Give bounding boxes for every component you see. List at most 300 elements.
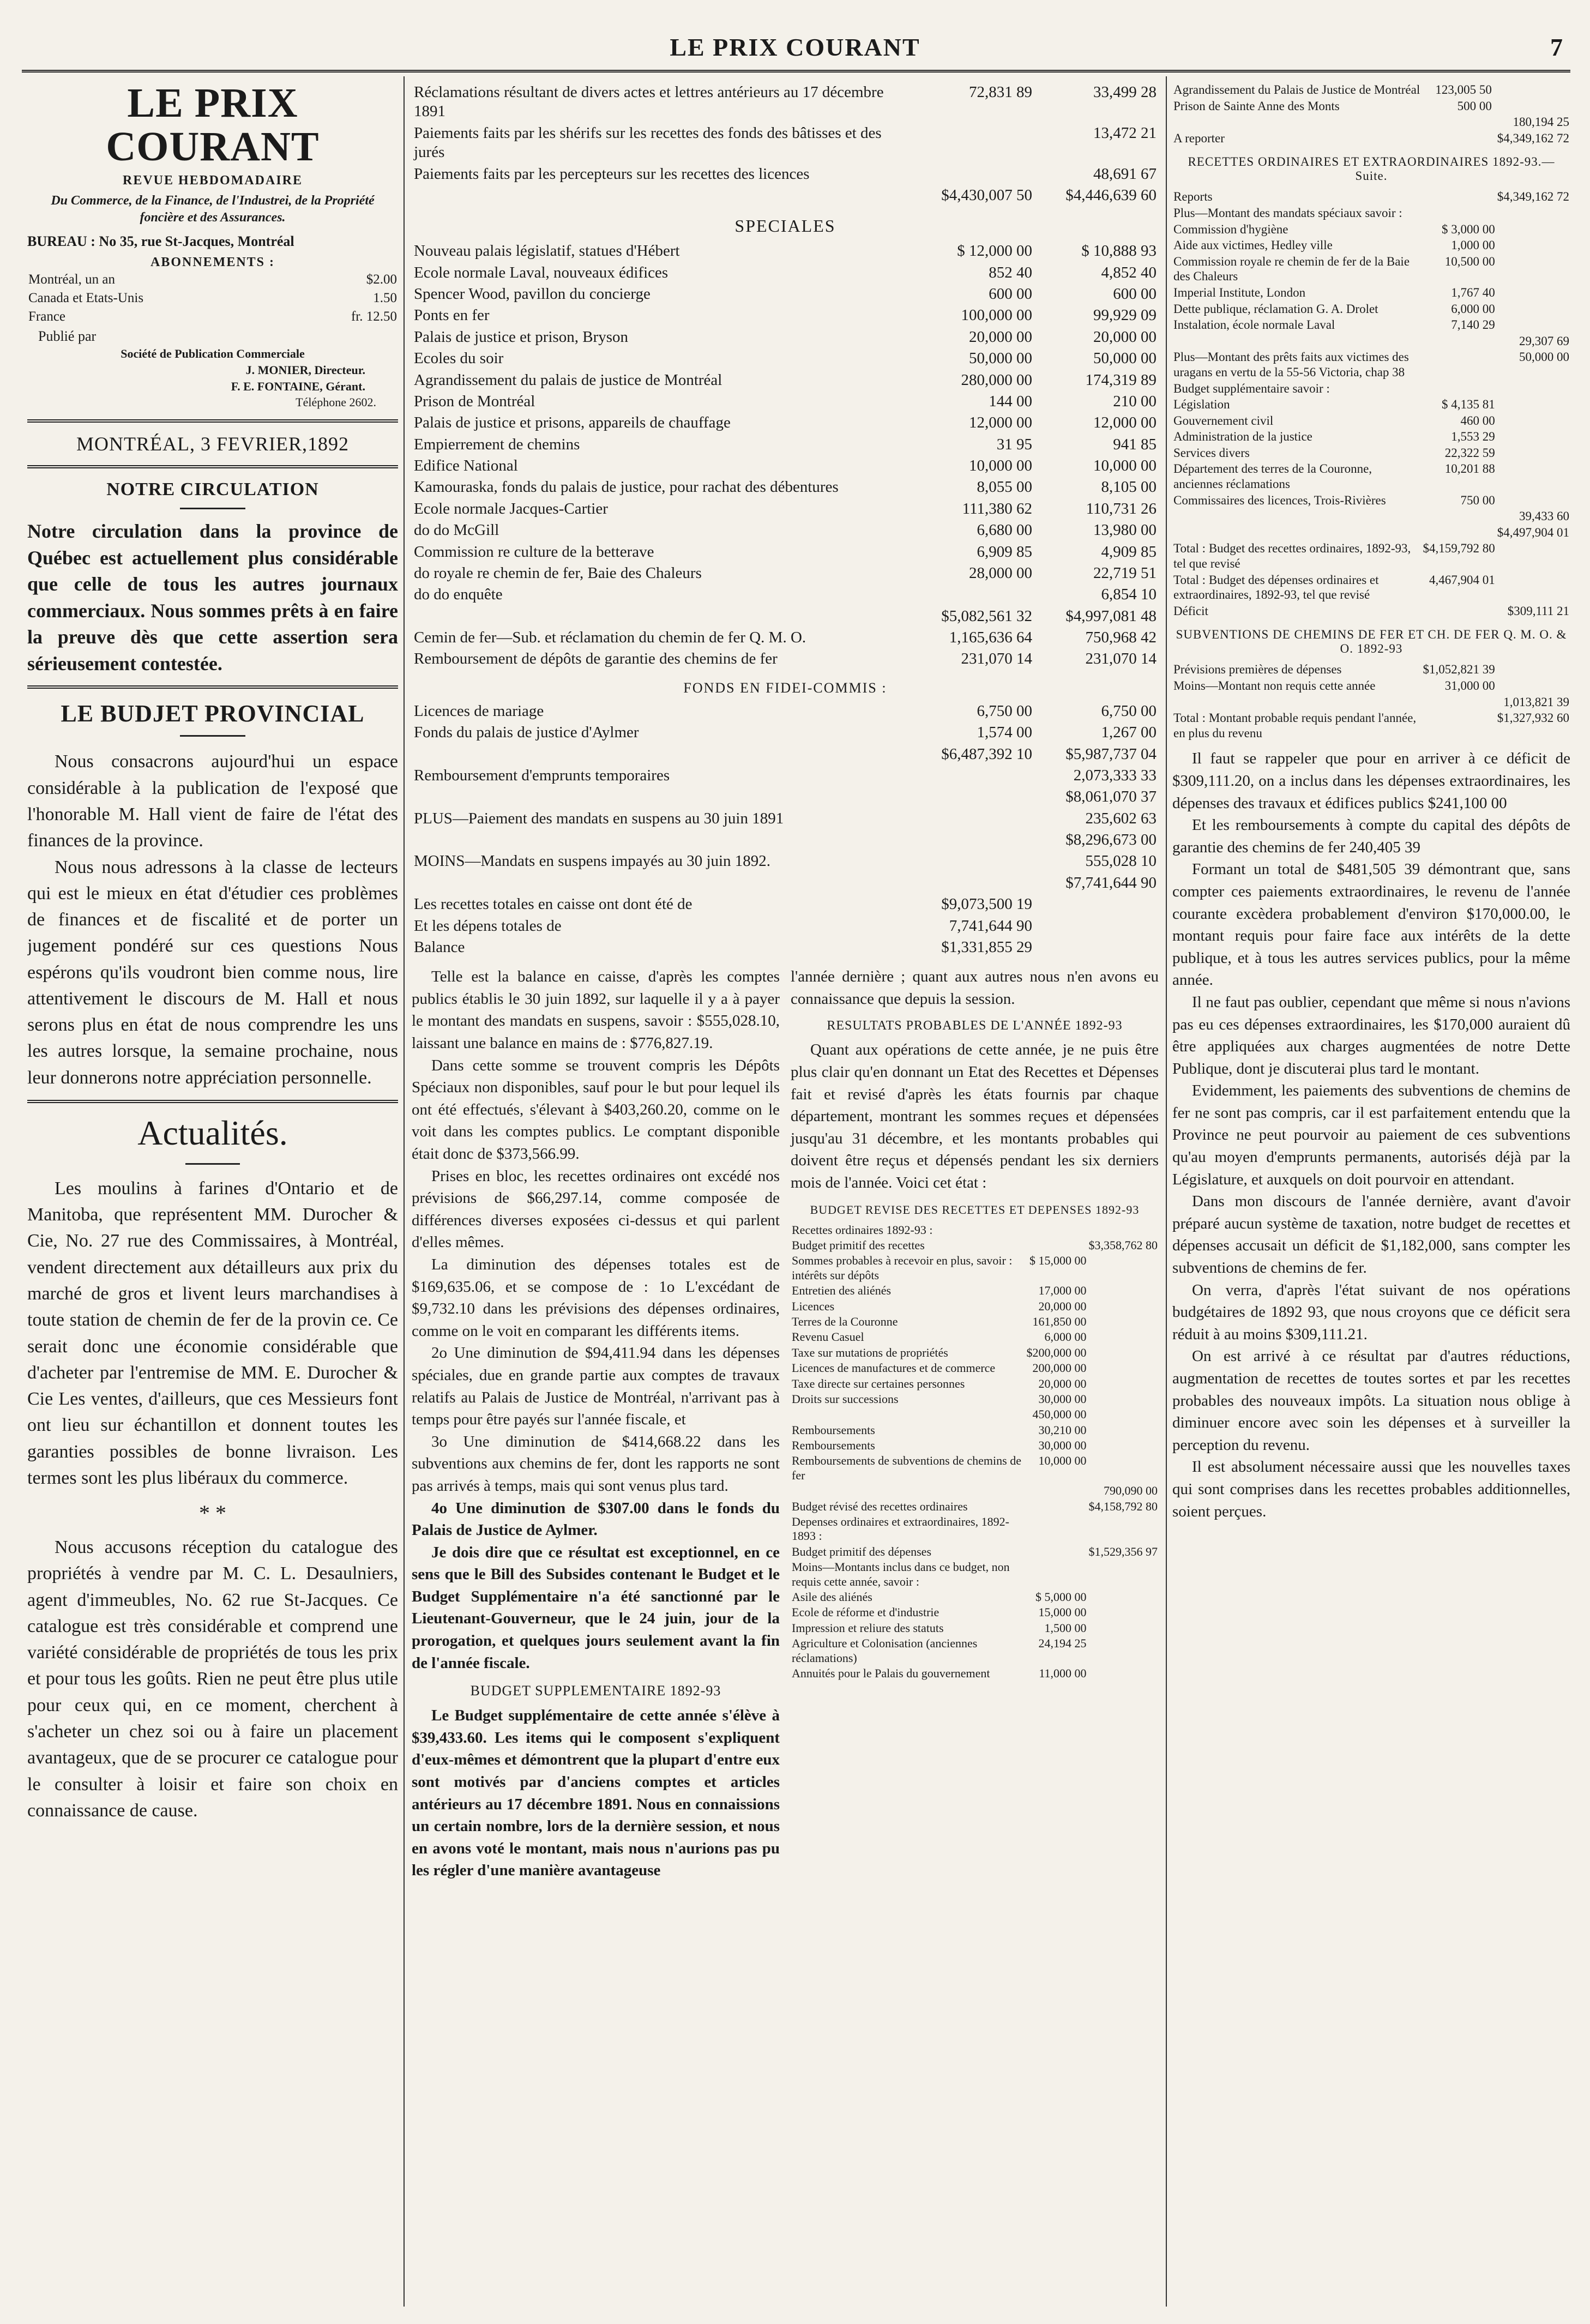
ledger-amount	[910, 872, 1034, 894]
resultats-head: RESULTATS PROBABLES DE L'ANNÉE 1892-93	[827, 1019, 1123, 1033]
ledger-amount	[1496, 445, 1570, 461]
right-paragraph: On verra, d'après l'état suivant de nos opérations budgétaires de 1892 93, que nous croyons que ce déficit sera réduit à au moins $309,111.21.	[1172, 1281, 1570, 1343]
ledger-label: Remboursements	[792, 1423, 875, 1437]
mid-paragraph: La diminution des dépenses totales est de $169,635.06, et se compose de : 1o L'excédant de $9,732.10 dans les prévisions des dépenses ordinaires, comme on le voit en comparant les différents items.	[412, 1255, 780, 1340]
ledger-row	[412, 722, 1159, 743]
ledger-label: Droits sur successions	[792, 1392, 899, 1406]
ledger-row	[412, 701, 1159, 722]
ledger-amount	[1496, 413, 1570, 429]
ledger-amount	[1496, 678, 1570, 694]
budget-revise-head: BUDGET REVISE DES RECETTES ET DEPENSES 1892-93	[810, 1202, 1140, 1217]
ledger-row	[412, 627, 1159, 648]
ledger-top	[412, 82, 1159, 206]
divider	[180, 508, 245, 509]
ledger-label	[1172, 694, 1422, 711]
ledger-row	[791, 1621, 1159, 1636]
ledger-amount	[1432, 114, 1493, 130]
masthead-subtitle: REVUE HEBDOMADAIRE	[122, 173, 303, 188]
ledger-label: Remboursements	[792, 1438, 875, 1453]
telephone: Téléphone 2602.	[296, 395, 376, 410]
ledger-label: Commission re culture de la betterave	[414, 543, 654, 561]
ledger-amount: $5,987,737 04	[1065, 745, 1157, 763]
ledger-label: Ecole normale Laval, nouveaux édifices	[414, 263, 668, 281]
ledger-amount	[1496, 540, 1570, 571]
ledger-amount	[1026, 1514, 1088, 1544]
ledger-amount: 6,680 00	[977, 521, 1032, 539]
ledger-amount: 1,574 00	[977, 724, 1032, 742]
ledger-label: Plus—Montant des prêts faits aux victimes des uragans en vertu de la 55-56 Victoria, chap 38	[1173, 350, 1409, 379]
ledger-row	[412, 584, 1159, 605]
budget-revise-table	[791, 1223, 1159, 1682]
ledger-amount	[1496, 317, 1570, 333]
ledger-amount	[1088, 1360, 1159, 1376]
ledger-amount: 22,322 59	[1444, 445, 1495, 460]
ledger-label: Déficit	[1173, 604, 1208, 618]
ledger-amount	[1088, 1283, 1159, 1298]
ledger-row	[1172, 189, 1570, 205]
ledger-label: Palais de justice et prisons, appareils de chauffage	[414, 414, 731, 432]
ledger-amount: 600 00	[989, 285, 1032, 303]
ledger-amount: $4,997,081 48	[1065, 607, 1157, 625]
circulation-text: Notre circulation dans la province de Québec est actuellement plus considérable que celle de tous les autres journaux commerciaux. Nous sommes prêts à en faire la preuve dès que cette assertion sera sérieusement contestée.	[27, 520, 398, 675]
ledger-amount	[1088, 1376, 1159, 1392]
ledger-amount: 17,000 00	[1038, 1284, 1087, 1298]
right-paragraph: Il faut se rappeler que pour en arriver à ce déficit de $309,111.20, on a inclus dans les dépenses extraordinaires, les dépenses des travaux et édifices publics $241,100 00	[1172, 750, 1570, 812]
ledger-row	[791, 1283, 1159, 1298]
ledger-row	[412, 434, 1159, 455]
ledger-amount	[1088, 1453, 1159, 1483]
ledger-row	[1172, 349, 1570, 380]
ledger-amount: 1,267 00	[1101, 724, 1157, 742]
ledger-amount: 50,000 00	[969, 350, 1032, 368]
mid-paragraph: 3o Une diminution de $414,668.22 dans les subventions aux chemins de fer, dont les rapports ne sont pas arrivés à temps, mais qui sont venus plus tard.	[412, 1432, 780, 1495]
ledger-amount	[1034, 937, 1159, 958]
ledger-amount	[1493, 98, 1570, 115]
ledger-label: PLUS—Paiement des mandats en suspens au 30 juin 1891	[414, 809, 784, 827]
ledger-label: Impression et reliure des statuts	[792, 1621, 944, 1635]
ledger-row	[412, 305, 1159, 326]
ledger-label: Imperial Institute, London	[1173, 285, 1306, 299]
ledger-amount	[1088, 1514, 1159, 1544]
subventions-table	[1172, 661, 1570, 741]
ledger-label: Instalation, école normale Laval	[1173, 318, 1335, 332]
ledger-row	[412, 606, 1159, 627]
ledger-row	[412, 786, 1159, 808]
ledger-amount: 2,073,333 33	[1073, 766, 1157, 784]
masthead-title: LE PRIX COURANT	[106, 82, 320, 170]
budget-provincial-head: LE BUDJET PROVINCIAL	[61, 700, 365, 727]
ledger-amount: $8,061,070 37	[1065, 788, 1157, 806]
ledger-amount	[1026, 1544, 1088, 1560]
ledger-amount	[1422, 508, 1496, 525]
ledger-amount: 10,000 00	[969, 457, 1032, 474]
ledger-amount	[910, 584, 1034, 605]
ledger-label: Edifice National	[414, 457, 518, 474]
ledger-amount: $ 5,000 00	[1035, 1590, 1087, 1604]
ledger-amount	[1026, 1238, 1088, 1253]
ledger-label: Budget supplémentaire savoir :	[1173, 381, 1330, 395]
ledger-label	[1172, 333, 1422, 350]
ledger-row	[412, 82, 1159, 123]
ledger-label: do royale re chemin de fer, Baie des Chaleurs	[414, 564, 702, 582]
abonnements-label: ABONNEMENTS :	[150, 255, 275, 270]
ledger-amount	[1088, 1392, 1159, 1407]
middle-subcolumns	[412, 966, 1159, 1882]
ledger-amount: 111,380 62	[962, 499, 1032, 517]
publie-par: Publié par	[38, 328, 97, 345]
ledger-label: Remboursements de subventions de chemins de fer	[792, 1454, 1021, 1482]
mid-paragraph: 4o Une diminution de $307.00 dans le fonds du Palais de Justice de Aylmer.	[412, 1499, 780, 1539]
ledger-amount	[910, 829, 1034, 851]
ledger-label: do do enquête	[414, 586, 503, 604]
ledger-label: Prison de Montréal	[414, 392, 535, 410]
ledger-amount: 790,090 00	[1104, 1484, 1158, 1498]
running-head-title: LE PRIX COURANT	[670, 33, 920, 61]
ledger-row	[412, 872, 1159, 894]
ledger-label: Taxe sur mutations de propriétés	[792, 1345, 948, 1359]
ledger-amount	[1422, 525, 1496, 541]
ledger-label	[412, 185, 910, 206]
ledger-amount: $4,446,639 60	[1065, 186, 1157, 204]
ledger-speciales	[412, 240, 1159, 670]
ledger-amount	[1026, 1499, 1088, 1514]
ledger-amount: $1,529,356 97	[1088, 1544, 1158, 1558]
ledger-amount: $309,111 21	[1507, 604, 1569, 618]
ledger-amount: 72,831 89	[969, 83, 1032, 101]
ledger-label	[412, 872, 910, 894]
ledger-amount: 29,307 69	[1519, 334, 1569, 348]
ledger-label: Administration de la justice	[1173, 430, 1312, 444]
ledger-amount	[1088, 1345, 1159, 1360]
ledger-label: Licences	[792, 1299, 835, 1313]
ledger-row	[412, 520, 1159, 541]
ledger-amount: $7,741,644 90	[1065, 874, 1157, 892]
ledger-label	[412, 744, 910, 765]
ledger-amount: 200,000 00	[1032, 1361, 1087, 1375]
rate-place: France	[28, 309, 66, 324]
ledger-amount	[1496, 221, 1570, 238]
societe: Société de Publication Commerciale	[121, 347, 305, 361]
ledger-amount: 231,070 14	[1085, 650, 1157, 668]
ledger-amount: 6,000 00	[1451, 302, 1495, 316]
ledger-amount	[1496, 205, 1570, 221]
ledger-label: Ponts en fer	[414, 306, 490, 324]
rate-row	[28, 308, 397, 326]
ledger-amount: 123,005 50	[1435, 83, 1492, 97]
ledger-row	[791, 1423, 1159, 1438]
ledger-label: Cemin de fer—Sub. et réclamation du chemin de fer Q. M. O.	[414, 629, 806, 646]
ledger-amount	[1088, 1329, 1159, 1345]
ledger-row	[412, 370, 1159, 391]
ledger-label: Prévisions premières de dépenses	[1173, 663, 1342, 677]
ledger-amount: 100,000 00	[961, 306, 1032, 324]
ledger-amount	[1422, 603, 1496, 619]
ledger-amount: 20,000 00	[1038, 1376, 1087, 1390]
ledger-row	[412, 808, 1159, 829]
ledger-amount	[1422, 694, 1496, 711]
ledger-label	[412, 829, 910, 851]
ledger-row	[412, 648, 1159, 670]
ledger-amount: 6,909 85	[977, 543, 1032, 561]
ledger-amount: 1,500 00	[1044, 1621, 1087, 1635]
ledger-label: Kamouraska, fonds du palais de justice, pour rachat des débentures	[414, 478, 839, 496]
ledger-row	[412, 164, 1159, 185]
ledger-amount: 50,000 00	[1093, 350, 1157, 368]
ledger-amount: $1,052,821 39	[1423, 663, 1495, 677]
ledger-amount: $4,158,792 80	[1088, 1499, 1158, 1513]
ledger-amount	[1088, 1621, 1159, 1636]
ledger-row	[1172, 301, 1570, 317]
ledger-amount: 7,741,644 90	[949, 917, 1032, 935]
ledger-amount: 15,000 00	[1038, 1605, 1087, 1619]
ledger-amount	[1088, 1636, 1159, 1666]
ledger-label: Recettes ordinaires 1892-93 :	[792, 1223, 933, 1237]
mid-intro: l'année dernière ; quant aux autres nous n'en avons eu connaissance que depuis la session.	[791, 968, 1159, 1008]
ledger-amount: $4,349,162 72	[1497, 131, 1569, 145]
ledger-amount: 6,854 10	[1101, 586, 1157, 604]
ledger-amount	[1493, 82, 1570, 98]
ledger-row	[412, 123, 1159, 164]
budget-supp-head: BUDGET SUPPLEMENTAIRE 1892-93	[470, 1683, 721, 1699]
ledger-row	[791, 1329, 1159, 1345]
ledger-amount: 39,433 60	[1519, 509, 1569, 523]
ledger-amount: 180,194 25	[1513, 115, 1569, 129]
ledger-amount	[1026, 1223, 1088, 1238]
ledger-row	[791, 1345, 1159, 1360]
ledger-amount: 6,000 00	[1044, 1330, 1087, 1344]
ledger-amount	[1496, 301, 1570, 317]
ledger-amount: 460 00	[1460, 413, 1495, 428]
ledger-amount	[1422, 349, 1496, 380]
ledger-row	[1172, 205, 1570, 221]
ledger-amount: 8,055 00	[977, 478, 1032, 496]
middle-subcolumn-left	[412, 966, 780, 1882]
ledger-label: Licences de mariage	[414, 702, 544, 720]
ledger-amount: 10,000 00	[1038, 1454, 1087, 1468]
ledger-row	[791, 1223, 1159, 1238]
divider	[180, 735, 245, 737]
ledger-row	[791, 1590, 1159, 1605]
ledger-label: Moins—Montant non requis cette année	[1173, 679, 1376, 693]
ledger-amount: 280,000 00	[961, 371, 1032, 389]
ledger-label: Reports	[1173, 190, 1213, 204]
ledger-row	[791, 1299, 1159, 1314]
ledger-amount: 20,000 00	[1093, 328, 1157, 346]
ledger-row	[1172, 333, 1570, 350]
ledger-amount: $1,327,932 60	[1497, 711, 1569, 725]
ledger-amount	[1496, 429, 1570, 445]
ledger-amount: 1,553 29	[1451, 430, 1495, 444]
ledger-row	[412, 262, 1159, 284]
ledger-label	[412, 786, 910, 808]
rate-price: 1.50	[373, 291, 397, 306]
ledger-amount	[1422, 333, 1496, 350]
ledger-row	[412, 829, 1159, 851]
ledger-row	[1172, 603, 1570, 619]
ledger-row	[1172, 525, 1570, 541]
ledger-amount: 30,210 00	[1038, 1423, 1087, 1437]
ledger-row	[412, 765, 1159, 786]
ledger-amount: 33,499 28	[1093, 83, 1157, 101]
ledger-amount: 20,000 00	[969, 328, 1032, 346]
ledger-amount: 6,750 00	[1101, 702, 1157, 720]
ledger-amount	[910, 164, 1034, 185]
ledger-row	[1172, 678, 1570, 694]
actualites-paragraph: Les moulins à farines d'Ontario et de Manitoba, que représentent MM. Durocher & Cie, No. 27 rue des Commissaires, à Montréal, vendent directement aux détailleurs aux prix du marché de gros et livent leurs marchandises à toute station de chemin de fer de la provin ce. Ce serait donc une économie considérable que d'acheter par l'entremise de MM. E. Durocher & Cie Les ventes, d'ailleurs, que ces Messieurs font ont lieu sur échantillon et donnent toutes les garanties possibles de bonne livraison. Les termes sont les plus libéraux du commerce.	[27, 1178, 398, 1488]
ledger-amount: 1,013,821 39	[1503, 695, 1569, 709]
ledger-label: Fonds du palais de justice d'Aylmer	[414, 724, 639, 742]
ledger-row	[791, 1238, 1159, 1253]
ledger-row	[1172, 694, 1570, 711]
ledger-amount: $4,430,007 50	[941, 186, 1032, 204]
ledger-row	[412, 284, 1159, 305]
ledger-amount: 235,602 63	[1085, 809, 1157, 827]
divider	[27, 685, 398, 689]
ledger-amount	[910, 765, 1034, 786]
ledger-label: Spencer Wood, pavillon du concierge	[414, 285, 651, 303]
ledger-amount: 7,140 29	[1451, 318, 1495, 332]
ledger-row	[1172, 381, 1570, 397]
ledger-label: Ecole de réforme et d'industrie	[792, 1605, 939, 1619]
ledger-label: Budget primitif des dépenses	[792, 1544, 932, 1558]
ledger-row	[412, 851, 1159, 872]
ledger-amount	[910, 123, 1034, 164]
ledger-amount: 20,000 00	[1038, 1299, 1087, 1313]
ledger-row	[791, 1499, 1159, 1514]
right-paragraph: Il est absolument nécessaire aussi que les nouvelles taxes qui sont comprises dans les recettes probables additionnelles, soient perçues.	[1172, 1458, 1570, 1520]
ledger-row	[1172, 221, 1570, 238]
rate-price: fr. 12.50	[351, 309, 397, 324]
ledger-row	[1172, 98, 1570, 115]
ledger-amount: $ 4,135 81	[1442, 398, 1495, 412]
ledger-label: Ecoles du soir	[414, 350, 504, 368]
ledger-row	[1172, 461, 1570, 492]
ledger-label: Palais de justice et prison, Bryson	[414, 328, 629, 346]
ledger-label	[1172, 525, 1422, 541]
ledger-row	[791, 1360, 1159, 1376]
ledger-row	[412, 541, 1159, 563]
budget-provincial-paragraph: Nous consacrons aujourd'hui un espace considérable à la publication de l'exposé que l'honorable M. Hall vient de faire de l'état des finances de la province.	[27, 751, 398, 851]
top-rule	[22, 70, 1570, 73]
masthead-tagline: Du Commerce, de la Finance, de l'Industrei, de la Propriété foncière et des Assurances.	[51, 193, 375, 225]
ledger-row	[791, 1544, 1159, 1560]
ledger-row	[1172, 285, 1570, 301]
right-paragraph: On est arrivé à ce résultat par d'autres réductions, augmentation de recettes de toutes sortes et par les recettes probables des nouveaux impôts. La situation nous oblige à diminuer encore avec soin les dépenses et à surveiller la perception du revenu.	[1172, 1347, 1570, 1454]
ledger-row	[791, 1636, 1159, 1666]
ledger-row	[791, 1253, 1159, 1283]
ledger-label: Asile des aliénés	[792, 1590, 872, 1604]
ledger-amount: 750 00	[1460, 493, 1495, 507]
right-paragraph: Formant un total de $481,505 39 démontrant que, sans compter ces paiements extraordinaires, le revenu de l'année courante excèdera probablement d'environ $170,000.00, le montant requis pour faire face aux intérêts de la dette publique, et à tous les autres services publics, pour la même année.	[1172, 860, 1570, 989]
ledger-row	[1172, 429, 1570, 445]
ledger-amount	[1088, 1253, 1159, 1283]
ledger-row	[412, 477, 1159, 498]
ledger-amount	[1422, 710, 1496, 741]
ledger-amount: 12,000 00	[1093, 414, 1157, 432]
column-rule	[403, 76, 405, 2307]
ledger-label	[791, 1483, 1026, 1498]
ledger-amount	[1088, 1223, 1159, 1238]
ledger-row	[791, 1453, 1159, 1483]
ledger-amount	[910, 808, 1034, 829]
ledger-label: Entretien des aliénés	[792, 1284, 892, 1298]
ledger-row	[412, 916, 1159, 937]
ledger-amount: 1,165,636 64	[949, 629, 1032, 646]
ledger-label: Total : Budget des dépenses ordinaires et extraordinaires, 1892-93, tel que revisé	[1173, 573, 1379, 602]
ledger-amount: 10,201 88	[1444, 462, 1495, 476]
fidei-head: FONDS EN FIDEI-COMMIS :	[683, 679, 887, 696]
ledger-amount: 500 00	[1457, 99, 1492, 113]
ledger-amount: $8,296,673 00	[1065, 831, 1157, 848]
ledger-row	[1172, 710, 1570, 741]
ledger-row	[412, 185, 1159, 206]
ledger-amount: 161,850 00	[1032, 1314, 1087, 1328]
ledger-amount: 50,000 00	[1519, 350, 1569, 364]
ledger-label: Total : Budget des recettes ordinaires, 1892-93, tel que revisé	[1173, 541, 1411, 571]
ledger-label	[1172, 114, 1432, 130]
right-paragraph: Dans mon discours de l'année dernière, avant d'avoir préparé aucun système de taxation, notre budget de recettes et dépenses accusait un déficit de $1,182,000, sans compter les subventions de chemins de fer.	[1172, 1193, 1570, 1277]
ledger-amount	[1432, 130, 1493, 147]
ledger-label: Remboursement de dépôts de garantie des chemins de fer	[414, 650, 778, 668]
ledger-row	[1172, 661, 1570, 678]
ledger-amount: 13,980 00	[1093, 521, 1157, 539]
ledger-amount	[1026, 1483, 1088, 1498]
ledger-amount	[1496, 572, 1570, 603]
ledger-row	[1172, 130, 1570, 147]
ledger-label: Commission royale re chemin de fer de la Baie des Chaleurs	[1173, 254, 1410, 284]
ledger-label: Commissaires des licences, Trois-Rivières	[1173, 493, 1386, 507]
ledger-label: Moins—Montants inclus dans ce budget, non requis cette année, savoir :	[792, 1560, 1010, 1588]
ledger-amount: 30,000 00	[1038, 1392, 1087, 1406]
speciales-head: SPECIALES	[734, 216, 836, 236]
ledger-label: Licences de manufactures et de commerce	[792, 1361, 996, 1375]
ledger-label: Empierrement de chemins	[414, 435, 580, 453]
subventions-head: SUBVENTIONS DE CHEMINS DE FER ET CH. DE FER Q. M. O. & O. 1892-93	[1176, 628, 1567, 656]
ledger-amount: $4,497,904 01	[1497, 525, 1569, 539]
mid-paragraph: Je dois dire que ce résultat est exceptionnel, en ce sens que le Bill des Subsides contenant le Budget et le Budget Supplémentaire n'a été sanctionné par le Lieutenant-Gouverneur, que le 24 juin, jour de la prorogation, et quelques jours seulement avant la fin de l'année fiscale.	[412, 1543, 780, 1672]
mid-paragraph: Dans cette somme se trouvent compris les Dépôts Spéciaux non disponibles, sauf pour le but pour lequel ils ont été effectués, s'élevant à $403,260.20, comme on le voit dans les comptes publics. Le comptant disponible était donc de $373,566.99.	[412, 1056, 780, 1163]
gerant: F. E. FONTAINE, Gérant.	[231, 379, 365, 393]
ledger-row	[1172, 317, 1570, 333]
ledger-label: do do McGill	[414, 521, 499, 539]
ledger-row	[791, 1560, 1159, 1590]
rate-row	[28, 271, 397, 288]
ledger-row	[791, 1514, 1159, 1544]
ledger-amount: 110,731 26	[1086, 499, 1157, 517]
ledger-amount	[1088, 1423, 1159, 1438]
ledger-amount	[1422, 189, 1496, 205]
ledger-amount: 12,000 00	[969, 414, 1032, 432]
ledger-amount: 99,929 09	[1093, 306, 1157, 324]
divider	[27, 465, 398, 468]
ledger-label: Plus—Montant des mandats spéciaux savoir :	[1173, 206, 1402, 220]
middle-subcolumn-right	[791, 966, 1159, 1882]
ledger-row	[1172, 254, 1570, 285]
ledger-amount: 11,000 00	[1039, 1666, 1087, 1680]
right-paragraph: Il ne faut pas oublier, cependant que même si nous n'avions pas eu ces dépenses extraordinaires, les $170,000 auraient dû être appliquées aux charges augmentées de notre Dette Publique, dont je discuterai plus tard le montant.	[1172, 993, 1570, 1077]
ledger-amount: 600 00	[1113, 285, 1157, 303]
ledger-label: Agrandissement du Palais de Justice de Montréal	[1173, 83, 1420, 97]
ledger-label	[791, 1407, 1026, 1422]
dateline: MONTRÉAL, 3 FEVRIER,1892	[76, 432, 349, 455]
column-rule	[1166, 76, 1167, 2307]
ledger-amount	[1088, 1407, 1159, 1422]
ledger-amount: 450,000 00	[1032, 1407, 1087, 1422]
ledger-amount	[1088, 1605, 1159, 1620]
ledger-row	[791, 1392, 1159, 1407]
ledger-amount	[1088, 1299, 1159, 1314]
ledger-amount	[910, 851, 1034, 872]
